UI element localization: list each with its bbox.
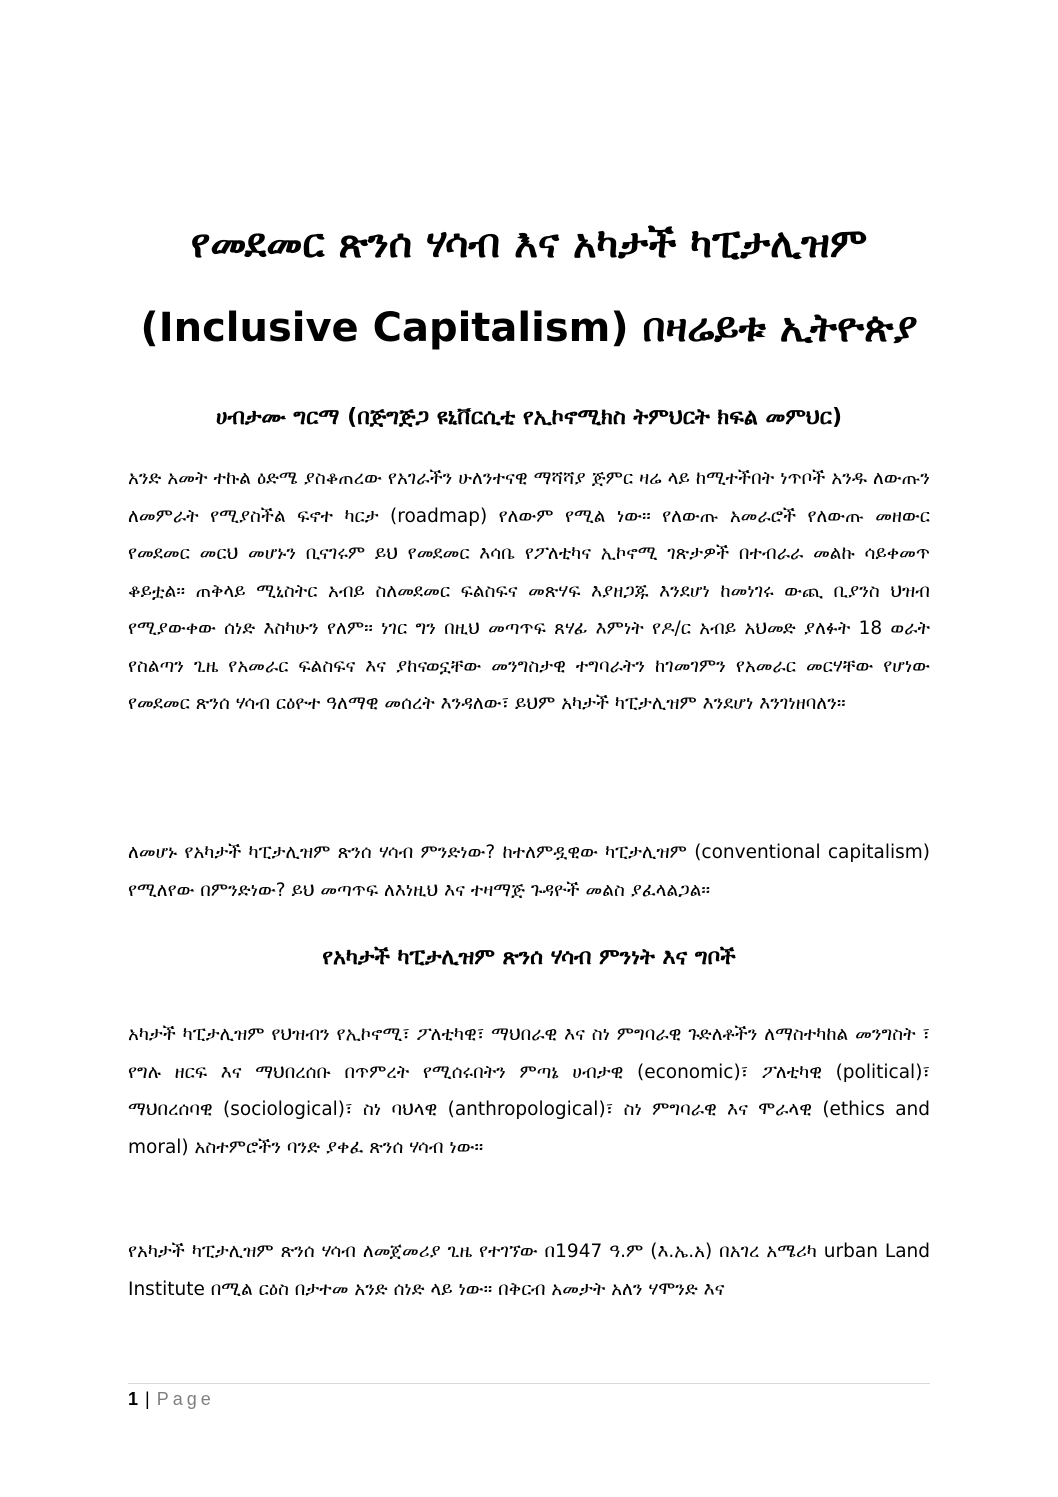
paragraph-intro: አንድ አመት ተኩል ዕድሜ ያስቆጠረው የአገራችን ሁለንተናዊ ማሻሻያ ጅምር ዛሬ ላይ ከሚተችበት ነጥቦች አንዱ ለውጡን ለመምራት የሚያስችል ፍኖተ ካርታ (roadmap) የለውም የሚል ነው፡፡ የለውጡ አመራሮች የለውጡ መዘውር የመደመር መርህ መሆኑን ቢናገሩም ይህ የመደመር እሳቤ የፖለቲካና ኢኮኖሚ ገጽታዎች በተብራራ መልኩ ሳይቀመጥ ቆይቷል፡፡ ጠቅላይ ሚኒስትር አብይ ስለመደመር ፍልስፍና መጽሃፍ እያዘጋጁ እንደሆነ ከመነገሩ ውጪ ቢያንስ ህዝብ የሚያውቀው ሰነድ እስካሁን የለም፡፡ ነገር ግን በዚህ መጣጥፍ ጸሃፊ እምነት የዶ/ር አብይ አህመድ ያለፉት 18 ወራት የስልጣን ጊዜ የአመራር ፍልስፍና እና ያከናወኗቸው መንግስታዊ ተግባራትን ከገመገምን የአመራር መርሃቸው የሆነው የመደመር ጽንሰ ሃሳብ ርዕዮተ ዓለማዊ መሰረት እንዳለው፣ ይህም አካታች ካፒታሊዝም እንደሆነ እንገነዘባለን፡፡ — [128, 468, 930, 714]
paragraph-history: የአካታች ካፒታሊዝም ጽንሰ ሃሳብ ለመጀመሪያ ጊዜ የተገኘው በ1947 ዓ.ም (እ.ኤ.አ) በአገረ አሜሪካ urban Land Institute በሚል ርዕስ በታተመ አንድ ሰነድ ላይ ነው፡፡ በቅርብ አመታት አለን ሃሞንድ እና — [128, 1241, 930, 1300]
page-label: Page — [156, 1389, 215, 1409]
section-heading: የአካታች ካፒታሊዝም ጽንሰ ሃሳብ ምንነት እና ግቦች — [322, 945, 736, 970]
footer-divider — [128, 1383, 930, 1384]
document-title-line-2: (Inclusive Capitalism) በዛሬይቱ ኢትዮጵያ — [140, 305, 918, 351]
paragraph-question: ለመሆኑ የአካታች ካፒታሊዝም ጽንሰ ሃሳብ ምንድነው? ከተለምዷዊው ካፒታሊዝም (conventional capitalism) የሚለየው በምንድነው? ይህ መጣጥፍ ለእነዚህ እና ተዛማጅ ጉዳዮች መልስ ያፈላልጋል፡፡ — [128, 842, 930, 901]
paragraph-definition: አካታች ካፒታሊዝም የህዝብን የኢኮኖሚ፣ ፖለቲካዊ፣ ማህበራዊ እና ስነ ምግባራዊ ጉድለቶችን ለማስተካከል መንግስት ፣ የግሉ ዘርፍ እና ማህበረሰቡ በጥምረት የሚሰሩበትን ምጣኔ ሀብታዊ (economic)፣ ፖለቲካዊ (political)፣ ማህበረሰባዊ (sociological)፣ ስነ ባህላዊ (anthropological)፣ ስነ ምግባራዊ እና ሞራላዊ (ethics and moral) አስተምሮችን ባንድ ያቀፈ ጽንሰ ሃሳብ ነው፡፡ — [128, 1024, 930, 1158]
page-footer — [128, 1386, 215, 1412]
document-title-line-1: የመደመር ጽንሰ ሃሳብ እና አካታች ካፒታሊዝም — [190, 221, 868, 267]
author-line: ሀብታሙ ግርማ (በጅግጅጋ ዩኒቨርሲቲ የኢኮኖሚክስ ትምህርት ክፍል መምህር) — [215, 405, 843, 430]
page-number: 1 — [128, 1389, 139, 1409]
footer-separator: | — [145, 1389, 150, 1409]
